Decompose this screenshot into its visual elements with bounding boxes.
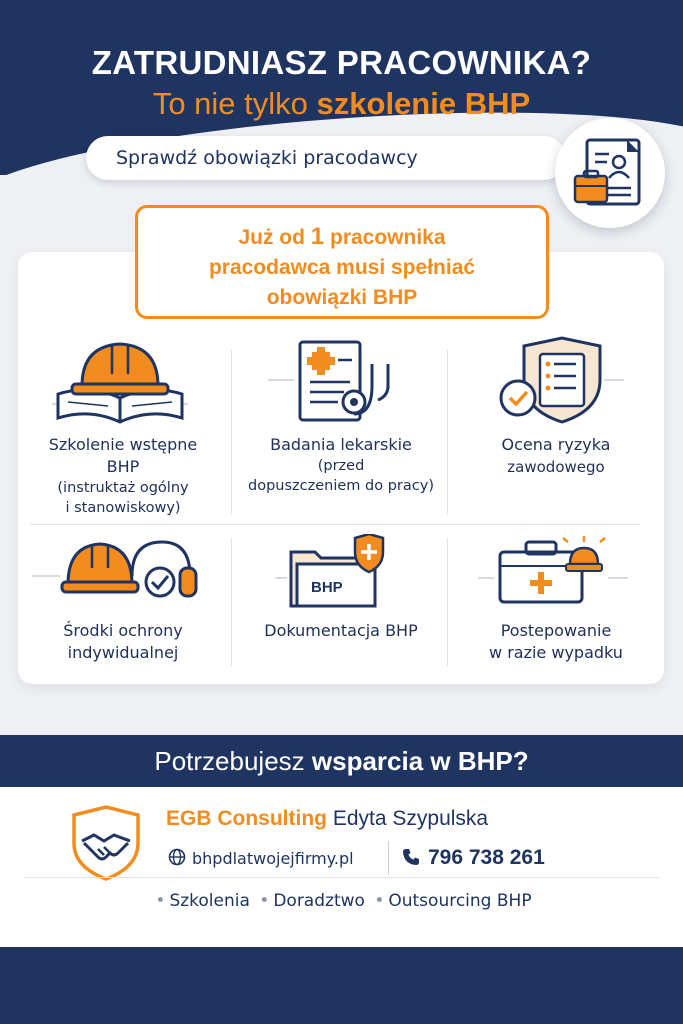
item-title: Środki ochrony [63, 621, 183, 640]
item-documentation [236, 620, 446, 642]
item-title: Szkolenie wstępne [48, 435, 198, 454]
contact-divider [388, 841, 389, 875]
hardhat-earmuffs-icon [32, 536, 202, 608]
support-prefix: Potrzebujesz [154, 746, 305, 776]
contact-section [0, 787, 683, 947]
highlight-number: 1 [310, 223, 325, 250]
divider [231, 538, 232, 666]
item-initial-training [28, 434, 218, 518]
item-subtitle: (przed [317, 458, 365, 474]
item-medical-exams [236, 434, 446, 496]
medical-document-stethoscope-icon [268, 336, 404, 426]
headline: ZATRUDNIASZ PRACOWNIKA? [91, 44, 592, 81]
service-item: Doradztwo [273, 891, 365, 911]
website-link[interactable]: bhpdlatwojejfirmy.pl [192, 849, 354, 868]
first-aid-kit-alarm-icon [478, 534, 628, 610]
support-emphasis: wsparcia w BHP? [311, 746, 529, 776]
item-title: BHP [106, 457, 140, 476]
subheadline-prefix: To nie tylko [152, 86, 308, 121]
divider [447, 350, 448, 515]
support-band [0, 735, 683, 787]
bullet: • [259, 891, 270, 911]
item-ppe [28, 620, 218, 664]
item-title: w razie wypadku [489, 643, 623, 662]
divider [447, 538, 448, 666]
footer-band [0, 947, 683, 1024]
services-list [0, 891, 683, 911]
highlight-line-1 [138, 222, 546, 253]
folder-shield-icon [275, 534, 405, 610]
check-duties-pill [86, 136, 566, 180]
company-name [166, 807, 488, 831]
company-person: Edyta Szypulska [332, 807, 489, 830]
divider [30, 524, 640, 525]
subheadline [0, 86, 683, 122]
item-title: Ocena ryzyka [501, 435, 611, 454]
item-subtitle: (instruktaż ogólny [57, 480, 189, 496]
divider [231, 350, 232, 515]
check-duties-label: Sprawdź obowiązki pracodawcy [116, 147, 418, 169]
item-accident-procedure [456, 620, 656, 664]
folder-label: BHP [311, 579, 343, 596]
contact-divider [24, 877, 659, 878]
document-briefcase-icon [555, 118, 665, 228]
item-title: Badania lekarskie [270, 435, 412, 454]
item-title: zawodowego [507, 458, 605, 476]
company-brand: EGB Consulting [166, 807, 327, 830]
item-risk-assessment [456, 434, 656, 478]
highlight-line-2: pracodawca musi spełniać [208, 256, 476, 279]
phone-icon [402, 848, 420, 866]
hardhat-book-icon [52, 334, 188, 426]
service-item: Szkolenia [169, 891, 250, 911]
item-subtitle: dopuszczeniem do pracy) [248, 478, 434, 494]
phone-number[interactable]: 796 738 261 [428, 846, 545, 869]
handshake-shield-icon [70, 805, 142, 881]
highlight-line-3: obowiązki BHP [266, 286, 418, 309]
subheadline-emphasis: szkolenie BHP [316, 86, 531, 121]
service-item: Outsourcing BHP [388, 891, 532, 911]
item-title: Postepowanie [500, 621, 612, 640]
item-subtitle: i stanowiskowy) [65, 500, 181, 516]
bullet: • [374, 891, 385, 911]
highlight-box [135, 205, 549, 319]
bullet: • [155, 891, 166, 911]
shield-checklist-icon [484, 336, 624, 426]
highlight-suffix: pracownika [330, 226, 446, 249]
item-title: Dokumentacja BHP [264, 621, 418, 640]
globe-icon [168, 848, 186, 866]
highlight-prefix: Już od [238, 226, 305, 249]
item-title: indywidualnej [67, 643, 179, 662]
